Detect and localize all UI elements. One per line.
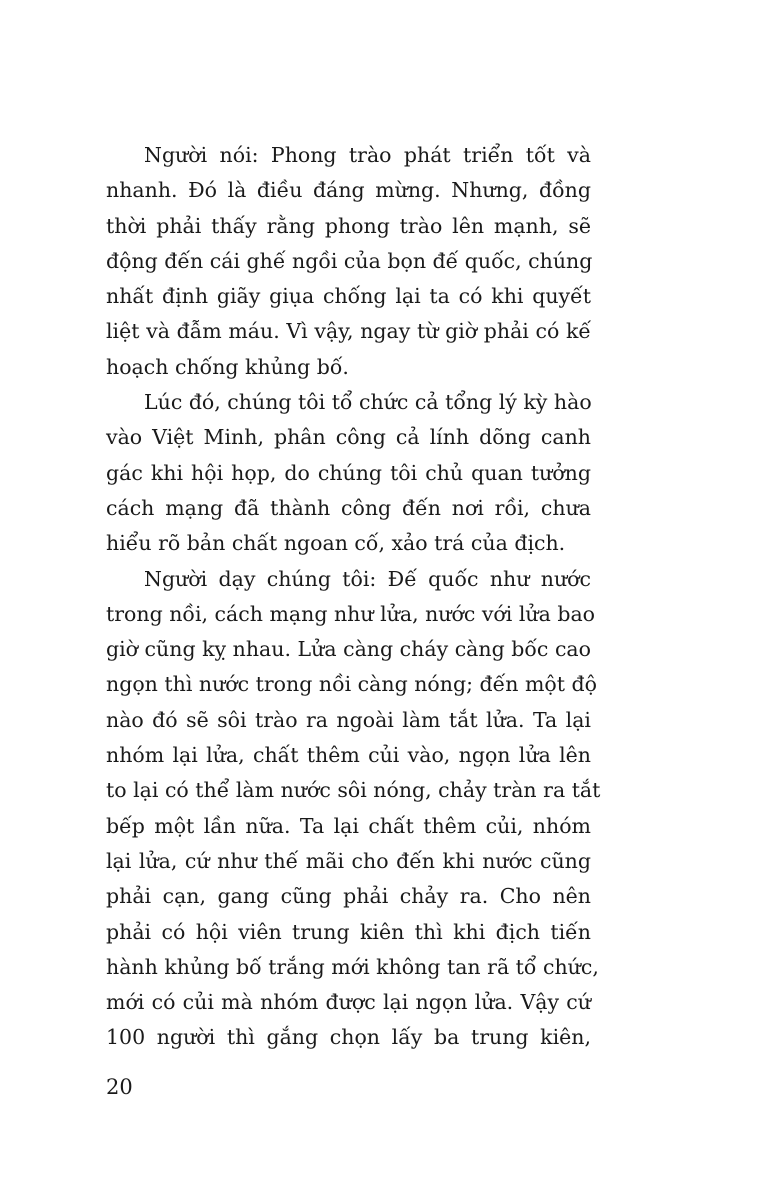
text-line: nào đó sẽ sôi trào ra ngoài làm tắt lửa. Ta lại — [106, 707, 591, 732]
text-line: trong nồi, cách mạng như lửa, nước với lửa bao — [106, 601, 596, 626]
text-line: thời phải thấy rằng phong trào lên mạnh, sẽ — [106, 213, 591, 238]
text-line: bếp một lần nữa. Ta lại chất thêm củi, nhóm — [106, 813, 591, 838]
text-line: Người nói: Phong trào phát triển tốt và — [144, 143, 591, 167]
text-line: Người dạy chúng tôi: Đế quốc như nước — [144, 566, 591, 591]
text-line: giờ cũng kỵ nhau. Lửa càng cháy càng bốc cao — [106, 637, 591, 662]
text-line: cách mạng đã thành công đến nơi rồi, chưa — [106, 495, 591, 520]
text-line: mới có củi mà nhóm được lại ngọn lửa. Vậy cứ — [106, 990, 591, 1015]
text-line: hiểu rõ bản chất ngoan cố, xảo trá của địch. — [106, 531, 566, 556]
text-line: phải cạn, gang cũng phải chảy ra. Cho nên — [106, 884, 591, 909]
body-text — [106, 138, 601, 1056]
text-line: gác khi hội họp, do chúng tôi chủ quan tưởng — [106, 460, 591, 485]
text-line: nhất định giãy giụa chống lại ta có khi quyết — [106, 284, 591, 309]
page-number: 20 — [106, 1075, 133, 1099]
text-line: hành khủng bố trắng mới không tan rã tổ chức, — [106, 954, 599, 979]
text-line: ngọn thì nước trong nồi càng nóng; đến một độ — [106, 672, 597, 697]
text-line: phải có hội viên trung kiên thì khi địch tiến — [106, 919, 591, 944]
paragraph-2 — [106, 385, 591, 561]
text-line: 100 người thì gắng chọn lấy ba trung kiên, — [106, 1025, 591, 1050]
text-line: nhanh. Đó là điều đáng mừng. Nhưng, đồng — [106, 178, 591, 203]
text-line: to lại có thể làm nước sôi nóng, chảy tràn ra tắt — [106, 778, 601, 803]
text-line: vào Việt Minh, phân công cả lính dõng canh — [106, 425, 591, 450]
text-line: liệt và đẫm máu. Vì vậy, ngay từ giờ phải có kế — [106, 319, 591, 344]
text-line: nhóm lại lửa, chất thêm củi vào, ngọn lửa lên — [106, 743, 591, 768]
text-line: lại lửa, cứ như thế mãi cho đến khi nước cũng — [106, 848, 591, 873]
paragraph-1 — [106, 138, 591, 385]
text-line: động đến cái ghế ngồi của bọn đế quốc, chúng — [106, 248, 593, 273]
paragraph-3 — [106, 562, 601, 1056]
text-line: Lúc đó, chúng tôi tổ chức cả tổng lý kỳ hào — [144, 390, 592, 415]
text-line: hoạch chống khủng bố. — [106, 354, 349, 379]
